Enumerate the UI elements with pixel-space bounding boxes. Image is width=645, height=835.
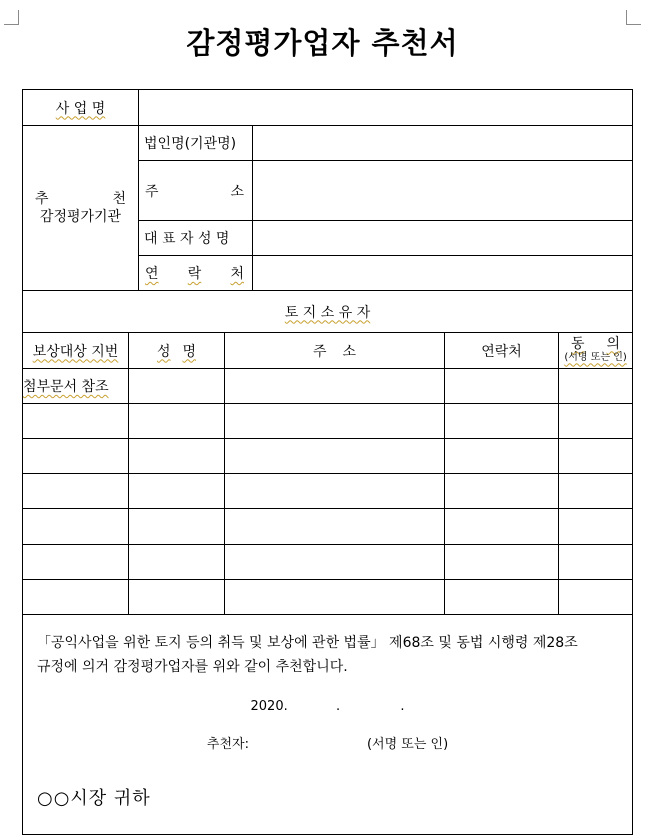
addressee: ○○시장 귀하 [37,788,151,809]
owner-row [23,404,633,439]
owner-contact-cell[interactable] [445,509,559,545]
owner-contact-cell[interactable] [445,580,559,615]
owner-contact-cell[interactable] [445,369,559,404]
owner-parcel-cell[interactable] [23,439,129,474]
business-name-field[interactable] [139,90,633,126]
owner-parcel-cell[interactable] [23,580,129,615]
owner-name-cell[interactable] [129,369,225,404]
owner-row [23,369,633,404]
statement-section [23,615,633,835]
owners-header-row [23,333,633,369]
owner-address-cell[interactable] [225,545,445,580]
owner-parcel-cell[interactable] [23,474,129,509]
owner-row [23,545,633,580]
owner-name-cell[interactable] [129,509,225,545]
date-month-separator: . [336,699,341,714]
owner-row [23,580,633,615]
owner-parcel-cell[interactable]: 첨부문서 참조 [23,369,129,404]
owner-name-cell[interactable] [129,439,225,474]
business-name-row [23,90,633,126]
owner-consent-cell[interactable] [559,580,633,615]
contact-label: 연 락 처 [139,256,253,291]
representative-name-label: 대 표 자 성 명 [139,221,253,256]
recommendation-form-table [22,89,633,835]
owner-row [23,439,633,474]
recommender-label [23,126,139,291]
address-label: 주 소 [139,161,253,221]
owner-name-cell[interactable] [129,404,225,439]
owner-parcel-cell[interactable] [23,404,129,439]
statement-line-1: 「공익사업을 위한 토지 등의 취득 및 보상에 관한 법률」 제68조 및 동법 시행령 제28조 [37,635,578,651]
date-year: 2020. [250,699,288,714]
owner-contact-cell[interactable] [445,545,559,580]
owner-row [23,509,633,545]
owner-contact-cell[interactable] [445,439,559,474]
owner-address-cell[interactable] [225,369,445,404]
recommender-label-part: 천 [112,191,127,207]
owner-address-cell[interactable] [225,580,445,615]
contact-field[interactable] [253,256,633,291]
owner-address-cell[interactable] [225,509,445,545]
owner-parcel-cell[interactable] [23,509,129,545]
recommender-signature-label: 추천자: [206,737,249,752]
owner-consent-cell[interactable] [559,404,633,439]
corporate-name-label: 법인명(기관명) [139,126,253,161]
recommender-label-line2: 감정평가기관 [39,209,122,225]
owner-contact-cell[interactable] [445,404,559,439]
header-contact: 연락처 [445,333,559,369]
owner-address-cell[interactable] [225,404,445,439]
owner-consent-cell[interactable] [559,439,633,474]
owner-address-cell[interactable] [225,474,445,509]
signature-field[interactable] [249,733,367,757]
date-day-separator: . [400,699,405,714]
owner-parcel-cell[interactable] [23,545,129,580]
recommender-label-part: 추 [35,191,49,207]
statement-row [23,615,633,835]
owner-consent-cell[interactable] [559,369,633,404]
corporate-name-field[interactable] [253,126,633,161]
business-name-label: 사 업 명 [23,90,139,126]
header-address: 주 소 [225,333,445,369]
owner-name-cell[interactable] [129,545,225,580]
signature-note: (서명 또는 인) [366,737,449,752]
header-consent: 동 의 (서명 또는 인) [559,333,633,369]
land-owners-title: 토 지 소 유 자 [23,291,633,333]
land-owners-title-row [23,291,633,333]
statement-line-2: 규정에 의거 감정평가업자를 위와 같이 추천합니다. [37,659,348,675]
owner-consent-cell[interactable] [559,545,633,580]
signature-line [37,733,618,757]
representative-name-field[interactable] [253,221,633,256]
owner-row [23,474,633,509]
header-name: 성 명 [129,333,225,369]
owner-consent-cell[interactable] [559,474,633,509]
owner-name-cell[interactable] [129,580,225,615]
date-line [37,695,618,719]
owner-contact-cell[interactable] [445,474,559,509]
header-parcel: 보상대상 지번 [23,333,129,369]
recommender-row-corporate [23,126,633,161]
owner-address-cell[interactable] [225,439,445,474]
document-title: 감정평가업자 추천서 [186,26,459,60]
owner-consent-cell[interactable] [559,509,633,545]
address-field[interactable] [253,161,633,221]
owner-name-cell[interactable] [129,474,225,509]
header-consent-note: (서명 또는 인) [564,351,627,363]
